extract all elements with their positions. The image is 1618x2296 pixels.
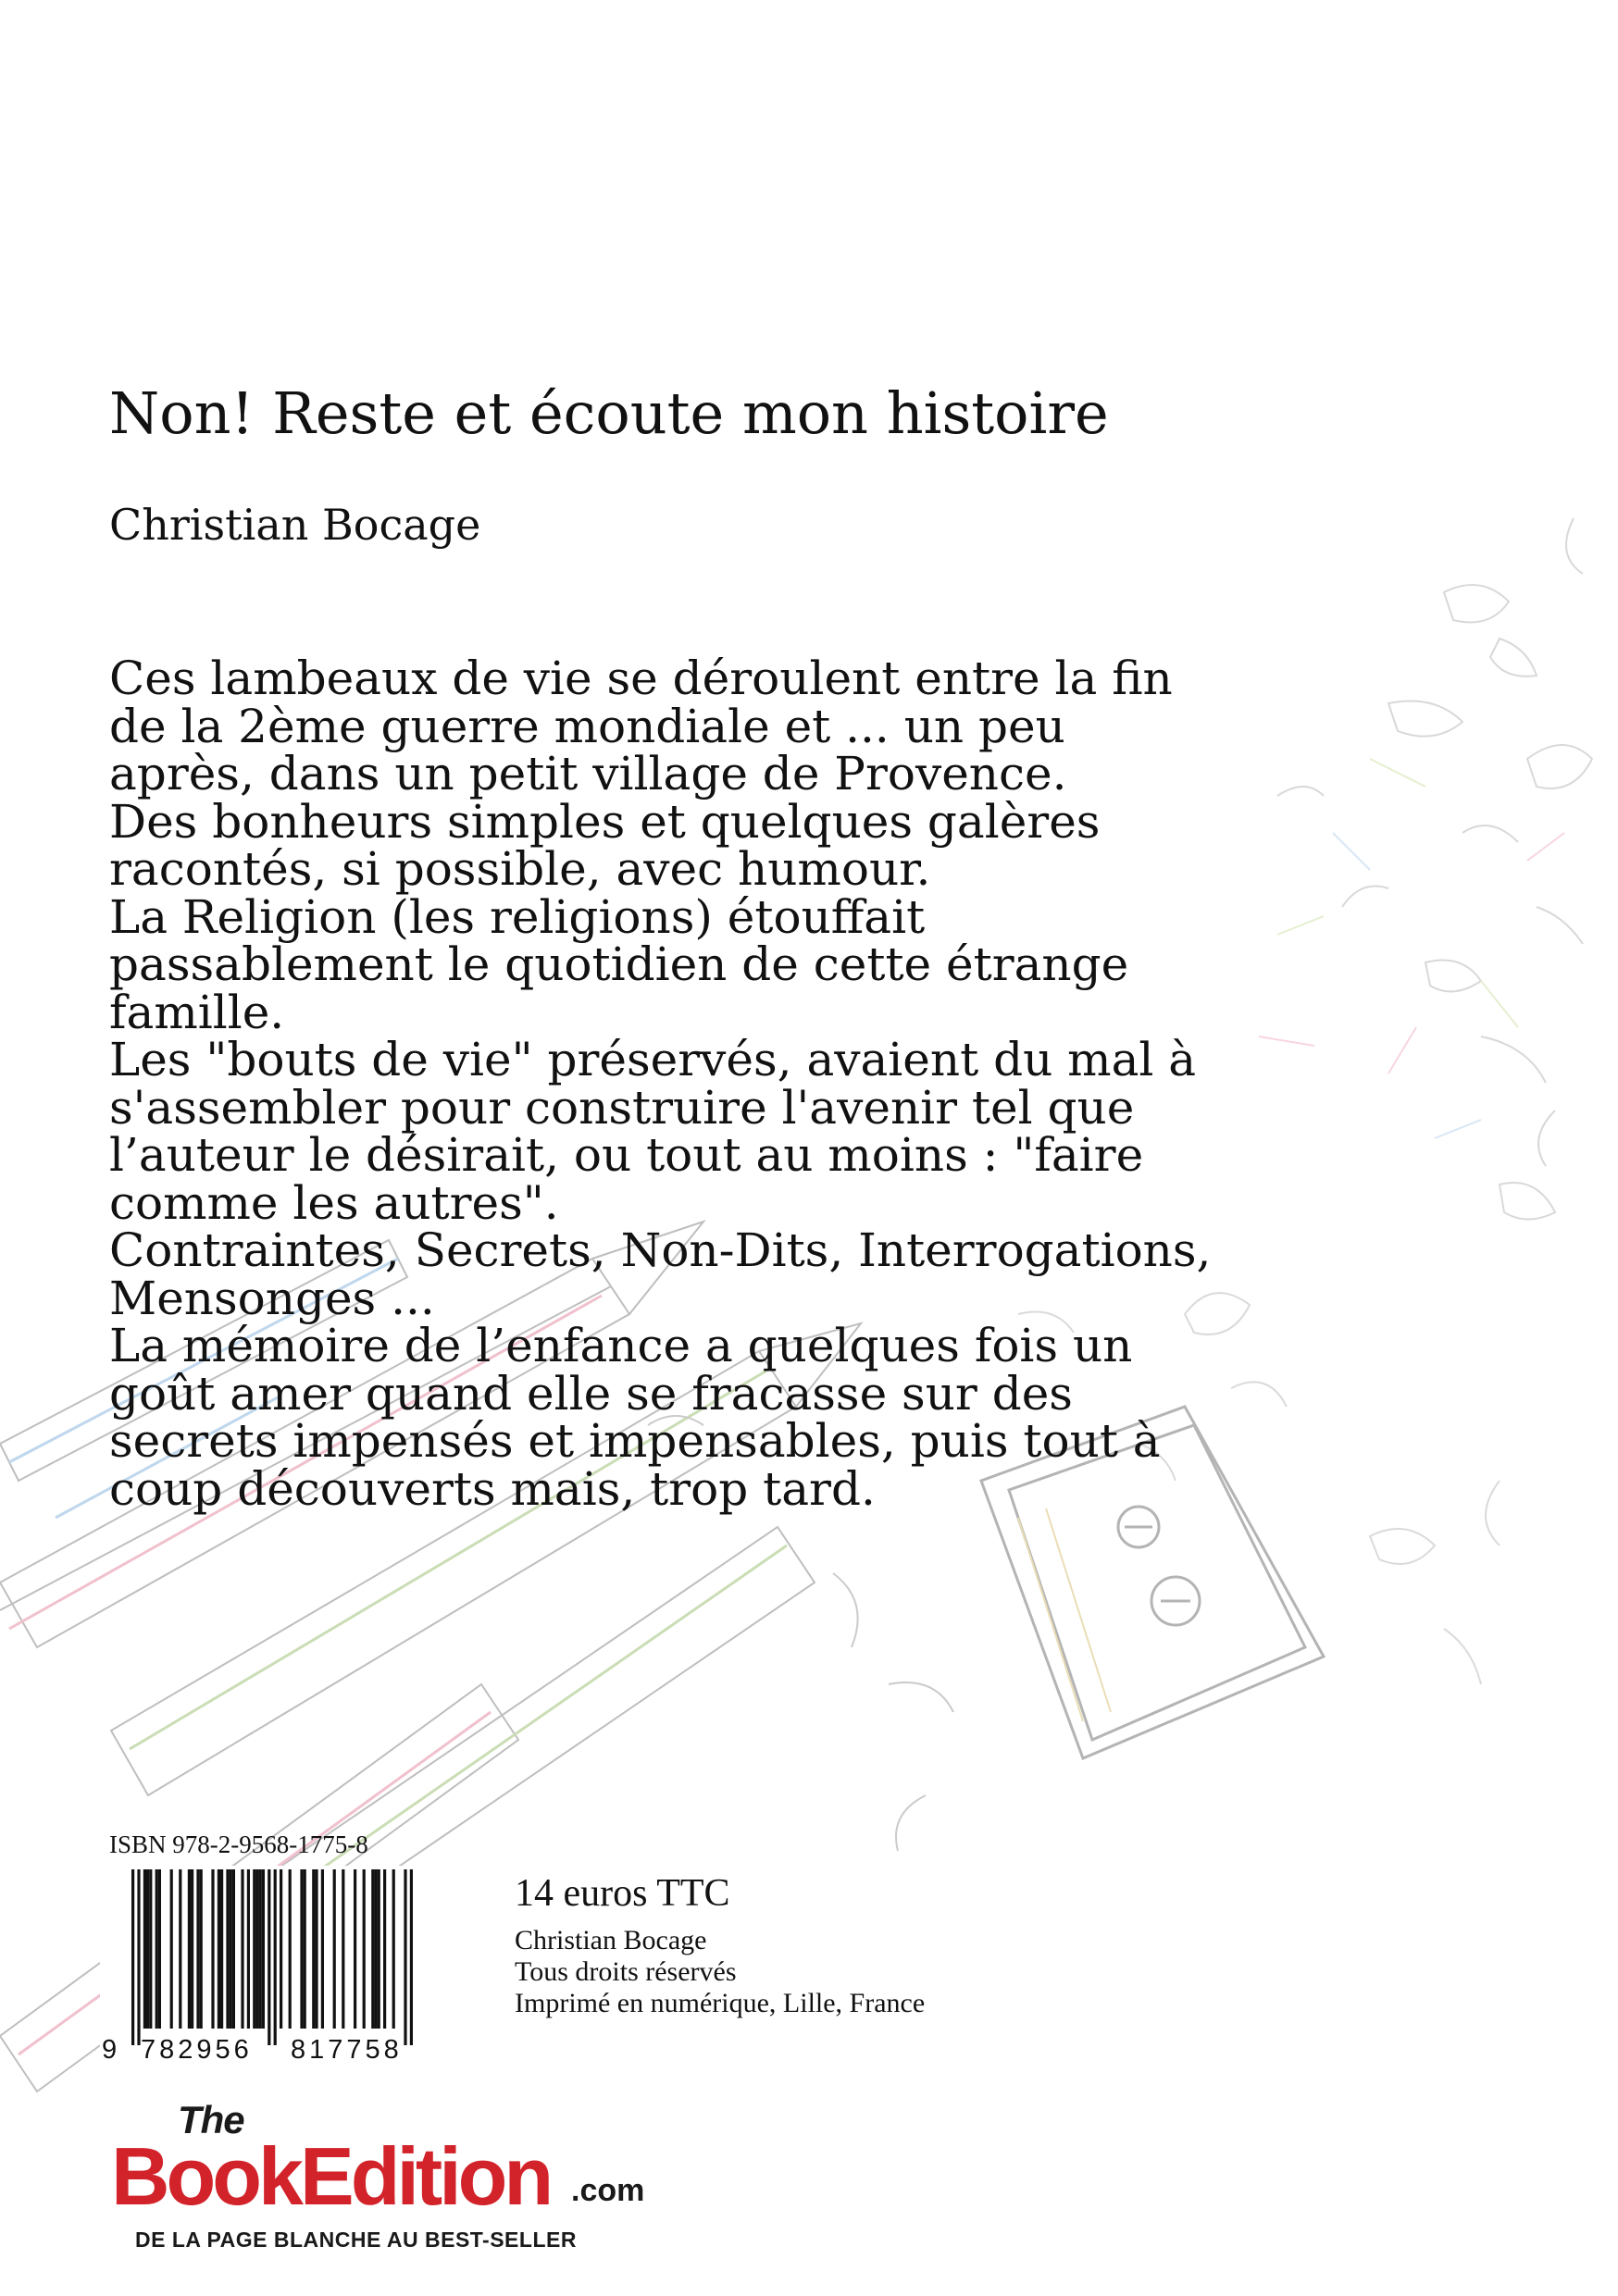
isbn-barcode <box>100 1866 452 2064</box>
barcode-bar <box>342 1869 344 2029</box>
barcode-bar <box>220 1869 223 2029</box>
logo-the: The <box>178 2098 244 2141</box>
barcode-bar <box>137 1869 140 2045</box>
barcode-bar <box>170 1869 173 2029</box>
barcode-bar <box>211 1869 214 2029</box>
blurb-line: s'assembler pour construire l'avenir tel que <box>109 1080 1135 1135</box>
barcode-bar <box>404 1869 406 2045</box>
blurb-line: comme les autres". <box>109 1175 559 1230</box>
barcode-bar <box>333 1869 336 2029</box>
blurb-line: famille. <box>109 985 285 1039</box>
blurb-line: racontés, si possible, avec humour. <box>109 842 931 896</box>
logo-dotcom: .com <box>571 2173 645 2208</box>
blurb-line: Contraintes, Secrets, Non-Dits, Interrogations, <box>109 1223 1212 1277</box>
blurb-line: passablement le quotidien de cette étrange <box>109 937 1129 991</box>
blurb-line: de la 2ème guerre mondiale et ... un peu <box>109 699 1065 753</box>
blurb-line: Mensonges ... <box>109 1271 435 1325</box>
blurb-line: secrets impensés et impensables, puis tout à <box>109 1414 1161 1468</box>
barcode-bar <box>321 1869 324 2029</box>
barcode-digits-left: 782956 <box>141 2035 253 2064</box>
barcode-bar <box>300 1869 303 2029</box>
blurb-line: après, dans un petit village de Provence. <box>109 747 1067 800</box>
barcode-bar <box>378 1869 380 2029</box>
logo-tagline: DE LA PAGE BLANCHE AU BEST-SELLER <box>135 2228 577 2252</box>
barcode-bar <box>315 1869 317 2029</box>
barcode-bar <box>247 1869 250 2029</box>
barcode-bar <box>289 1869 292 2029</box>
book-title: Non! Reste et écoute mon histoire <box>109 379 1109 447</box>
barcode-bar <box>410 1869 413 2045</box>
barcode-bar <box>131 1869 134 2045</box>
barcode-bar <box>230 1869 232 2029</box>
isbn-label: ISBN 978-2-9568-1775-8 <box>109 1831 368 1858</box>
price: 14 euros TTC <box>515 1872 730 1915</box>
barcode-bar <box>158 1869 161 2029</box>
barcode-bar <box>383 1869 386 2029</box>
blurb-line: coup découverts mais, trop tard. <box>109 1461 876 1516</box>
barcode-bar <box>191 1869 193 2029</box>
barcode-bar <box>200 1869 203 2029</box>
blurb-line: Des bonheurs simples et quelques galères <box>109 794 1101 849</box>
barcode-bar <box>374 1869 377 2029</box>
publisher-author: Christian Bocage <box>515 1925 707 1955</box>
barcode-bar <box>196 1869 199 2029</box>
blurb-line: La mémoire de l’enfance a quelques fois un <box>109 1319 1133 1372</box>
barcode-digits-right: 817758 <box>291 2035 403 2064</box>
barcode-bar <box>253 1869 255 2029</box>
barcode-bar <box>241 1869 243 2029</box>
book-blurb <box>109 652 1257 1516</box>
barcode-bar <box>262 1869 265 2029</box>
blurb-line: goût amer quand elle se fracasse sur des <box>109 1366 1073 1421</box>
barcode-bar <box>143 1869 146 2029</box>
barcode-bar <box>392 1869 395 2029</box>
barcode-bar <box>274 1869 277 2045</box>
barcode-bar <box>149 1869 152 2029</box>
barcode-bar <box>280 1869 282 2029</box>
barcode-bar <box>226 1869 229 2029</box>
barcode-bar <box>312 1869 315 2029</box>
barcode-bar <box>255 1869 258 2029</box>
logo-brand: BookEdition <box>111 2130 551 2222</box>
barcode-bar <box>232 1869 235 2029</box>
barcode-bar <box>188 1869 191 2029</box>
barcode-bar <box>218 1869 220 2029</box>
barcode-bar <box>304 1869 306 2029</box>
barcode-bar <box>354 1869 356 2029</box>
book-author: Christian Bocage <box>109 500 481 550</box>
blurb-line: l’auteur le désirait, ou tout au moins : "faire <box>109 1128 1144 1182</box>
barcode-bar <box>156 1869 158 2029</box>
barcode-bar <box>363 1869 366 2029</box>
printing-notice: Imprimé en numérique, Lille, France <box>515 1988 926 2018</box>
barcode-bar <box>371 1869 374 2029</box>
rights-notice: Tous droits réservés <box>515 1956 737 1987</box>
barcode-bar <box>146 1869 149 2029</box>
pencil-shavings-icon <box>1277 518 1592 1220</box>
thebookedition-logo <box>111 2098 666 2267</box>
barcode-bar <box>268 1869 270 2045</box>
barcode-bar <box>259 1869 262 2029</box>
barcode-bar <box>179 1869 181 2029</box>
barcode-digit-first: 9 <box>102 2035 118 2064</box>
blurb-line: Ces lambeaux de vie se déroulent entre la fin <box>109 652 1173 705</box>
blurb-line: La Religion (les religions) étouffait <box>109 889 926 944</box>
blurb-line: Les "bouts de vie" préservés, avaient du mal à <box>109 1033 1197 1086</box>
